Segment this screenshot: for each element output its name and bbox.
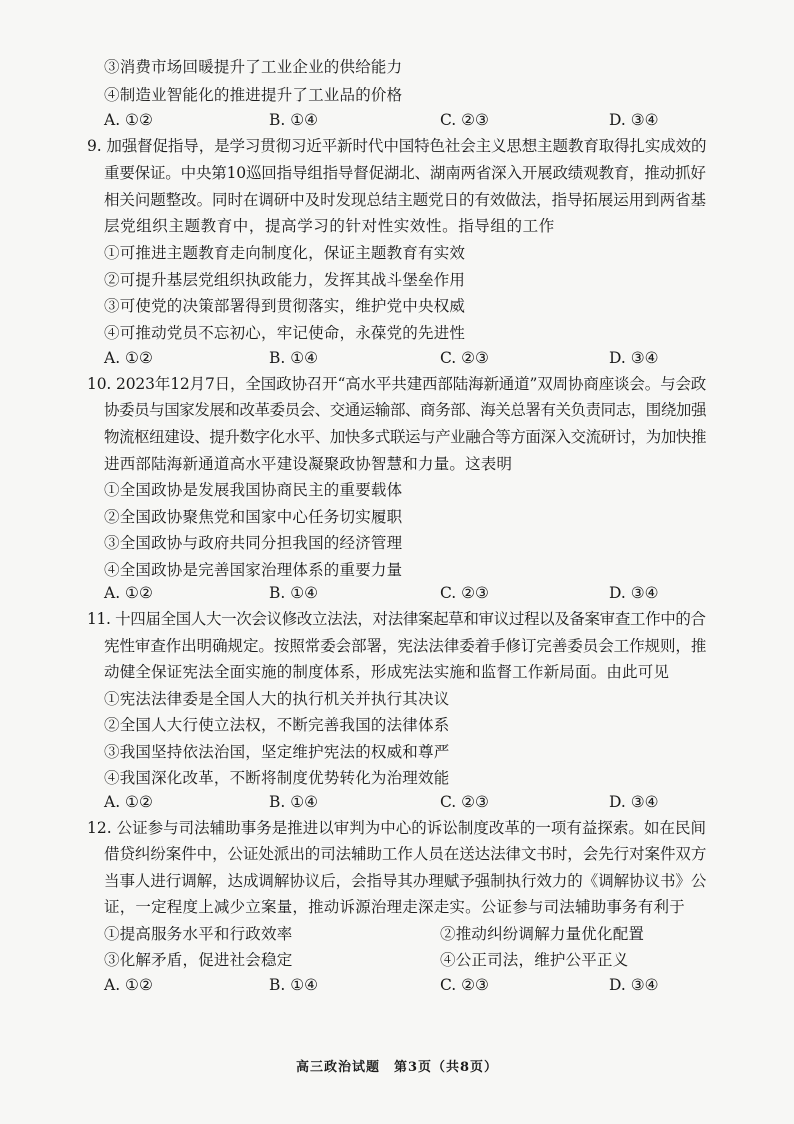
q10-stem-line: 物流枢纽建设、提升数字化水平、加快多式联运与产业融合等方面深入交流研讨，为加快推 [104,428,707,446]
q12-stem-line: 12. 公证参与司法辅助事务是推进以审判为中心的诉讼制度改革的一项有益探索。如在民间 [87,819,706,837]
q9-item-2: ②可提升基层党组织执政能力，发挥其战斗堡垒作用 [104,271,466,289]
q12-stem-line: 借贷纠纷案件中，公证处派出的司法辅助工作人员在送达法律文书时，会先行对案件双方 [104,845,707,863]
q11-item-1: ①宪法法律委是全国人大的执行机关并执行其决议 [104,690,450,708]
q9-choice-a: A. ①② [104,349,153,367]
q12-item-3: ③化解矛盾，促进社会稳定 [104,951,293,969]
q8-choice-c: C. ②③ [440,111,489,129]
q9-item-3: ③可使党的决策部署得到贯彻落实，维护党中央权威 [104,297,466,315]
q9-choice-b: B. ①④ [269,349,319,367]
q10-stem-line: 10. 2023年12月7日，全国政协召开“高水平共建西部陆海新通道”双周协商座谈会。与会政 [87,375,707,393]
q9-stem-line: 重要保证。中央第10巡回指导组指导督促湖北、湖南两省深入开展政绩观教育，推动抓好 [104,164,706,182]
q10-item-1: ①全国政协是发展我国协商民主的重要载体 [104,481,403,499]
q10-choice-c: C. ②③ [440,584,489,602]
q11-choice-c: C. ②③ [440,793,489,811]
q8-choice-a: A. ①② [104,111,153,129]
q10-item-2: ②全国政协聚焦党和国家中心任务切实履职 [104,508,403,526]
q11-stem-line: 动健全保证宪法全面实施的制度体系，形成宪法实施和监督工作新局面。由此可见 [104,663,670,681]
q9-item-4: ④可推动党员不忘初心，牢记使命，永葆党的先进性 [104,324,466,342]
q11-choice-b: B. ①④ [269,793,319,811]
q12-choice-d: D. ③④ [609,976,659,994]
q12-choice-b: B. ①④ [269,976,319,994]
q9-stem-line: 相关问题整改。同时在调研中及时发现总结主题党日的有效做法，指导拓展运用到两省基 [104,191,706,209]
q9-choice-d: D. ③④ [609,349,659,367]
q9-stem-line: 9. 加强督促指导，是学习贯彻习近平新时代中国特色社会主义思想主题教育取得扎实成效的 [87,137,707,155]
q9-item-1: ①可推进主题教育走向制度化，保证主题教育有实效 [104,244,466,262]
page-footer: 高三政治试题 第3页（共8页） [295,1060,499,1075]
q11-stem-line: 11. 十四届全国人大一次会议修改立法法，对法律案起草和审议过程以及备案审查工作中的合 [87,610,706,628]
q9-choice-c: C. ②③ [440,349,489,367]
q10-stem-line: 进西部陆海新通道高水平建设凝聚政协智慧和力量。这表明 [104,455,513,473]
q10-choice-b: B. ①④ [269,584,319,602]
q10-item-3: ③全国政协与政府共同分担我国的经济管理 [104,534,403,552]
q8-item-3: ③消费市场回暖提升了工业企业的供给能力 [104,58,403,76]
q12-stem-line: 当事人进行调解，达成调解协议后，会指导其办理赋予强制执行效力的《调解协议书》公 [104,872,707,890]
q9-stem-line: 层党组织主题教育中，提高学习的针对性实效性。指导组的工作 [104,217,555,235]
q12-item-2: ②推动纠纷调解力量优化配置 [440,925,645,943]
q10-choice-a: A. ①② [104,584,153,602]
q10-choice-d: D. ③④ [609,584,659,602]
q8-choice-b: B. ①④ [269,111,319,129]
q12-stem-line: 证，一定程度上减少立案量，推动诉源治理走深走实。公证参与司法辅助事务有利于 [104,898,685,916]
q10-stem-line: 协委员与国家发展和改革委员会、交通运输部、商务部、海关总署有关负责同志，围绕加强 [104,401,707,419]
q12-item-1: ①提高服务水平和行政效率 [104,925,293,943]
q8-choice-d: D. ③④ [609,111,659,129]
q11-item-3: ③我国坚持依法治国，坚定维护宪法的权威和尊严 [104,743,450,761]
q12-choice-c: C. ②③ [440,976,489,994]
q8-item-4: ④制造业智能化的推进提升了工业品的价格 [104,86,403,104]
q11-item-4: ④我国深化改革，不断将制度优势转化为治理效能 [104,769,450,787]
q11-choice-a: A. ①② [104,793,153,811]
q11-item-2: ②全国人大行使立法权，不断完善我国的法律体系 [104,716,450,734]
q11-choice-d: D. ③④ [609,793,659,811]
q10-item-4: ④全国政协是完善国家治理体系的重要力量 [104,561,403,579]
q12-choice-a: A. ①② [104,976,153,994]
q12-item-4: ④公正司法，维护公平正义 [440,951,629,969]
q11-stem-line: 宪性审查作出明确规定。按照常委会部署，宪法法律委着手修订完善委员会工作规则，推 [104,637,707,655]
